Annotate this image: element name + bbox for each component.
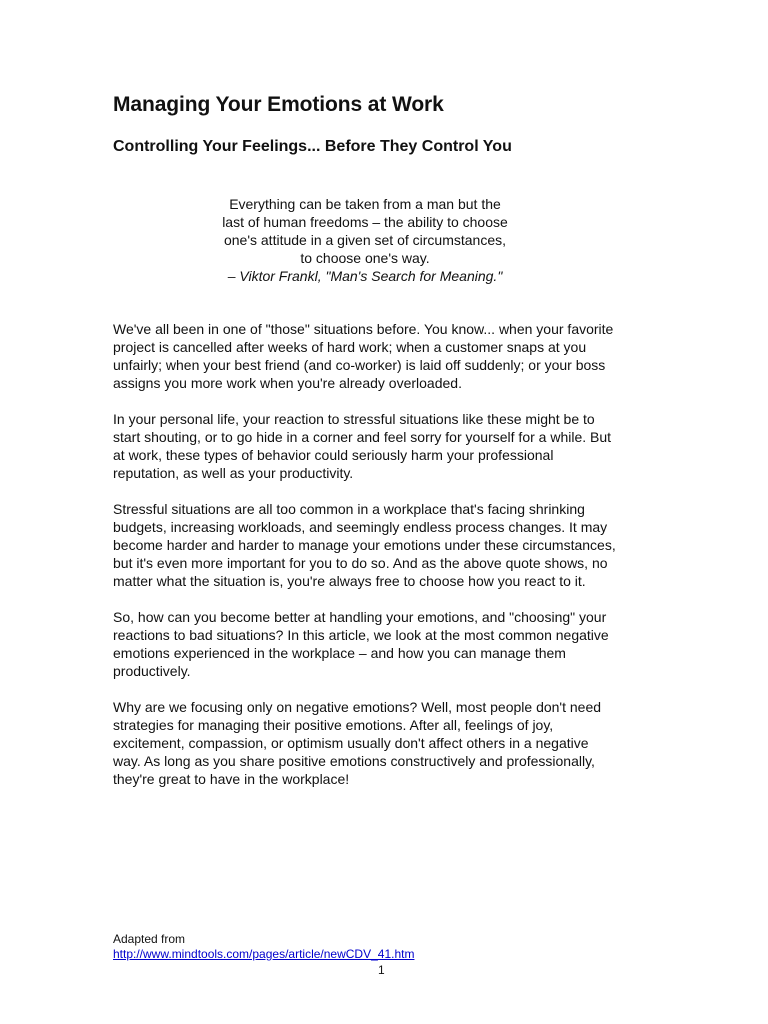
paragraph	[113, 410, 673, 482]
paragraph-line: budgets, increasing workloads, and seemingly endless process changes. It may	[113, 519, 608, 535]
quote-line: last of human freedoms – the ability to choose	[222, 214, 508, 230]
paragraph-line: emotions experienced in the workplace – and how you can manage them	[113, 645, 566, 661]
quote-line: one's attitude in a given set of circumstances,	[223, 232, 507, 248]
paragraph-line: So, how can you become better at handling your emotions, and "choosing" your	[113, 609, 607, 625]
paragraph-line: they're great to have in the workplace!	[113, 771, 350, 787]
epigraph-quote	[200, 195, 530, 285]
document-title: Managing Your Emotions at Work	[113, 93, 444, 116]
paragraph	[113, 500, 673, 590]
paragraph-line: In your personal life, your reaction to stressful situations like these might be to	[113, 411, 595, 427]
paragraph-line: We've all been in one of "those" situations before. You know... when your favorite	[113, 321, 614, 337]
paragraph-line: unfairly; when your best friend (and co-worker) is laid off suddenly; or your boss	[113, 357, 606, 373]
page-number: 1	[378, 963, 385, 977]
paragraph-line: way. As long as you share positive emotions constructively and professionally,	[113, 753, 595, 769]
paragraph-line: Why are we focusing only on negative emotions? Well, most people don't need	[113, 699, 602, 715]
paragraph	[113, 608, 673, 680]
paragraph-line: excitement, compassion, or optimism usually don't affect others in a negative	[113, 735, 589, 751]
paragraph-line: Stressful situations are all too common in a workplace that's facing shrinking	[113, 501, 585, 517]
quote-line: Everything can be taken from a man but the	[229, 196, 501, 212]
source-footer	[113, 932, 414, 962]
paragraph-line: become harder and harder to manage your emotions under these circumstances,	[113, 537, 616, 553]
quote-line: to choose one's way.	[300, 250, 430, 266]
paragraph-line: productively.	[113, 663, 191, 679]
paragraph-line: reputation, as well as your productivity.	[113, 465, 354, 481]
paragraph-line: reactions to bad situations? In this article, we look at the most common negative	[113, 627, 609, 643]
quote-attribution: – Viktor Frankl, "Man's Search for Meaning."	[227, 268, 503, 284]
paragraph-line: strategies for managing their positive emotions. After all, feelings of joy,	[113, 717, 554, 733]
document-subtitle: Controlling Your Feelings... Before They Control You	[113, 138, 512, 155]
article-body	[113, 320, 673, 806]
paragraph-line: start shouting, or to go hide in a corner and feel sorry for yourself for a while. But	[113, 429, 612, 445]
paragraph-line: project is cancelled after weeks of hard work; when a customer snaps at you	[113, 339, 587, 355]
paragraph-line: but it's even more important for you to do so. And as the above quote shows, no	[113, 555, 608, 571]
source-link[interactable]: http://www.mindtools.com/pages/article/newCDV_41.htm	[113, 947, 415, 961]
paragraph-line: matter what the situation is, you're always free to choose how you react to it.	[113, 573, 586, 589]
paragraph-line: assigns you more work when you're already overloaded.	[113, 375, 462, 391]
adapted-from-label: Adapted from	[113, 932, 186, 946]
paragraph	[113, 698, 673, 788]
paragraph-line: at work, these types of behavior could seriously harm your professional	[113, 447, 554, 463]
paragraph	[113, 320, 673, 392]
